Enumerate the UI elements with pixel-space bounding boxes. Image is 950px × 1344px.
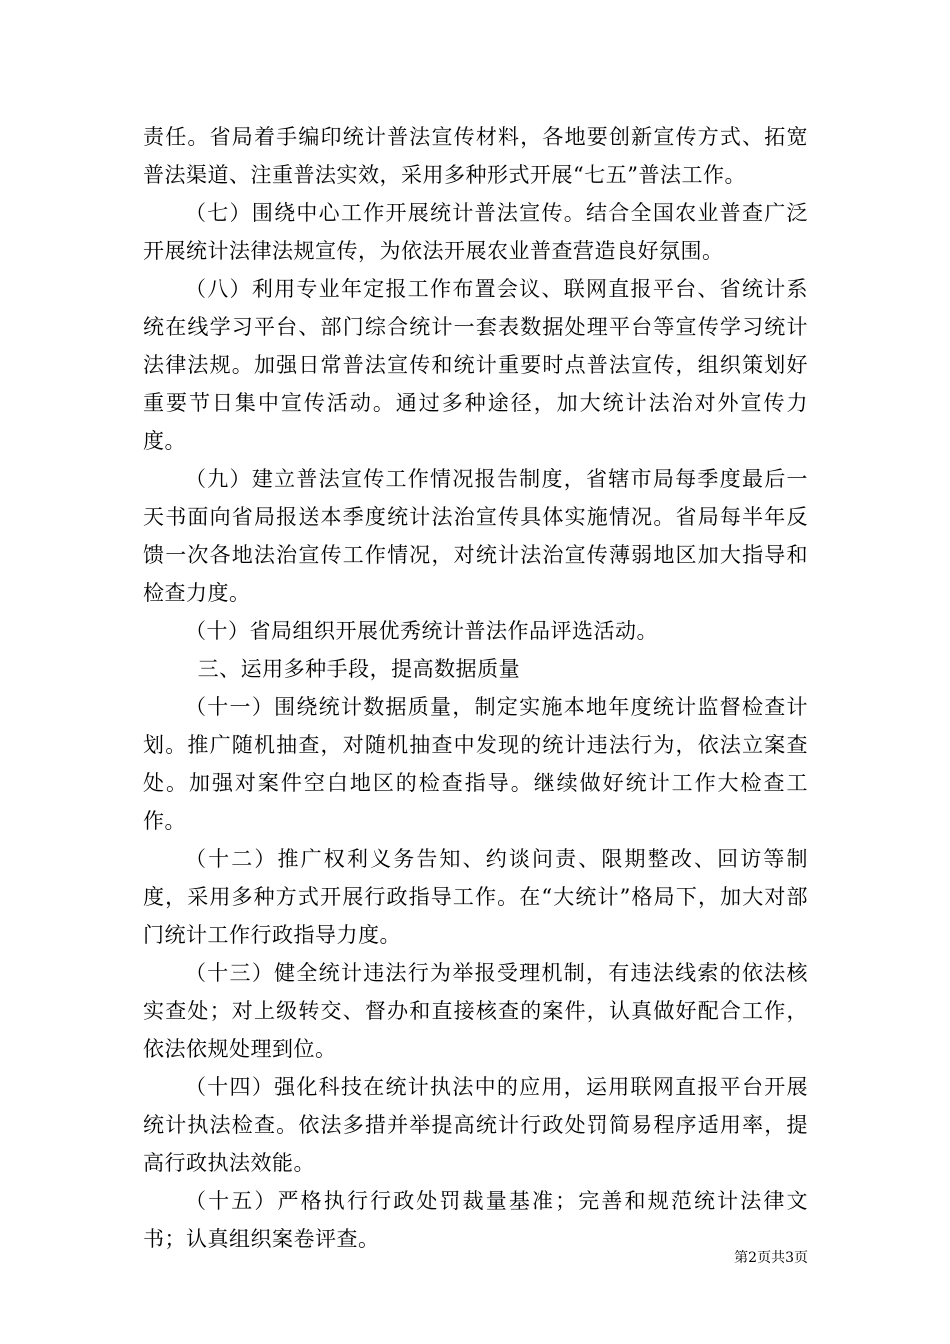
paragraph-item-11: （十一）围绕统计数据质量，制定实施本地年度统计监督检查计划。推广随机抽查，对随机抽查中发现的统计违法行为，依法立案查处。加强对案件空白地区的检查指导。继续做好统计工作大检查工作。 xyxy=(143,695,808,833)
paragraph-item-9: （九）建立普法宣传工作情况报告制度，省辖市局每季度最后一天书面向省局报送本季度统计法治宣传具体实施情况。省局每半年反馈一次各地法治宣传工作情况，对统计法治宣传薄弱地区加大指导和检查力度。 xyxy=(143,467,808,605)
page-number-footer: 第2页共3页 xyxy=(734,1250,808,1266)
document-body xyxy=(143,118,808,1258)
paragraph-item-14: （十四）强化科技在统计执法中的应用，运用联网直报平台开展统计执法检查。依法多措并举提高统计行政处罚简易程序适用率，提高行政执法效能。 xyxy=(143,1075,808,1175)
paragraph-item-12: （十二）推广权利义务告知、约谈问责、限期整改、回访等制度，采用多种方式开展行政指导工作。在“大统计”格局下，加大对部门统计工作行政指导力度。 xyxy=(143,847,808,947)
paragraph-item-7: （七）围绕中心工作开展统计普法宣传。结合全国农业普查广泛开展统计法律法规宣传，为依法开展农业普查营造良好氛围。 xyxy=(143,201,808,263)
paragraph-continuation: 责任。省局着手编印统计普法宣传材料，各地要创新宣传方式、拓宽普法渠道、注重普法实效，采用多种形式开展“七五”普法工作。 xyxy=(143,125,808,187)
paragraph-item-15: （十五）严格执行行政处罚裁量基准；完善和规范统计法律文书；认真组织案卷评查。 xyxy=(143,1189,808,1251)
section-heading-3: 三、运用多种手段，提高数据质量 xyxy=(197,657,521,681)
paragraph-item-10: （十）省局组织开展优秀统计普法作品评选活动。 xyxy=(185,619,658,643)
paragraph-item-13: （十三）健全统计违法行为举报受理机制，有违法线索的依法核实查处；对上级转交、督办和直接核查的案件，认真做好配合工作，依法依规处理到位。 xyxy=(143,961,808,1061)
paragraph-item-8: （八）利用专业年定报工作布置会议、联网直报平台、省统计系统在线学习平台、部门综合统计一套表数据处理平台等宣传学习统计法律法规。加强日常普法宣传和统计重要时点普法宣传，组织策划好重要节日集中宣传活动。通过多种途径，加大统计法治对外宣传力度。 xyxy=(143,277,808,453)
